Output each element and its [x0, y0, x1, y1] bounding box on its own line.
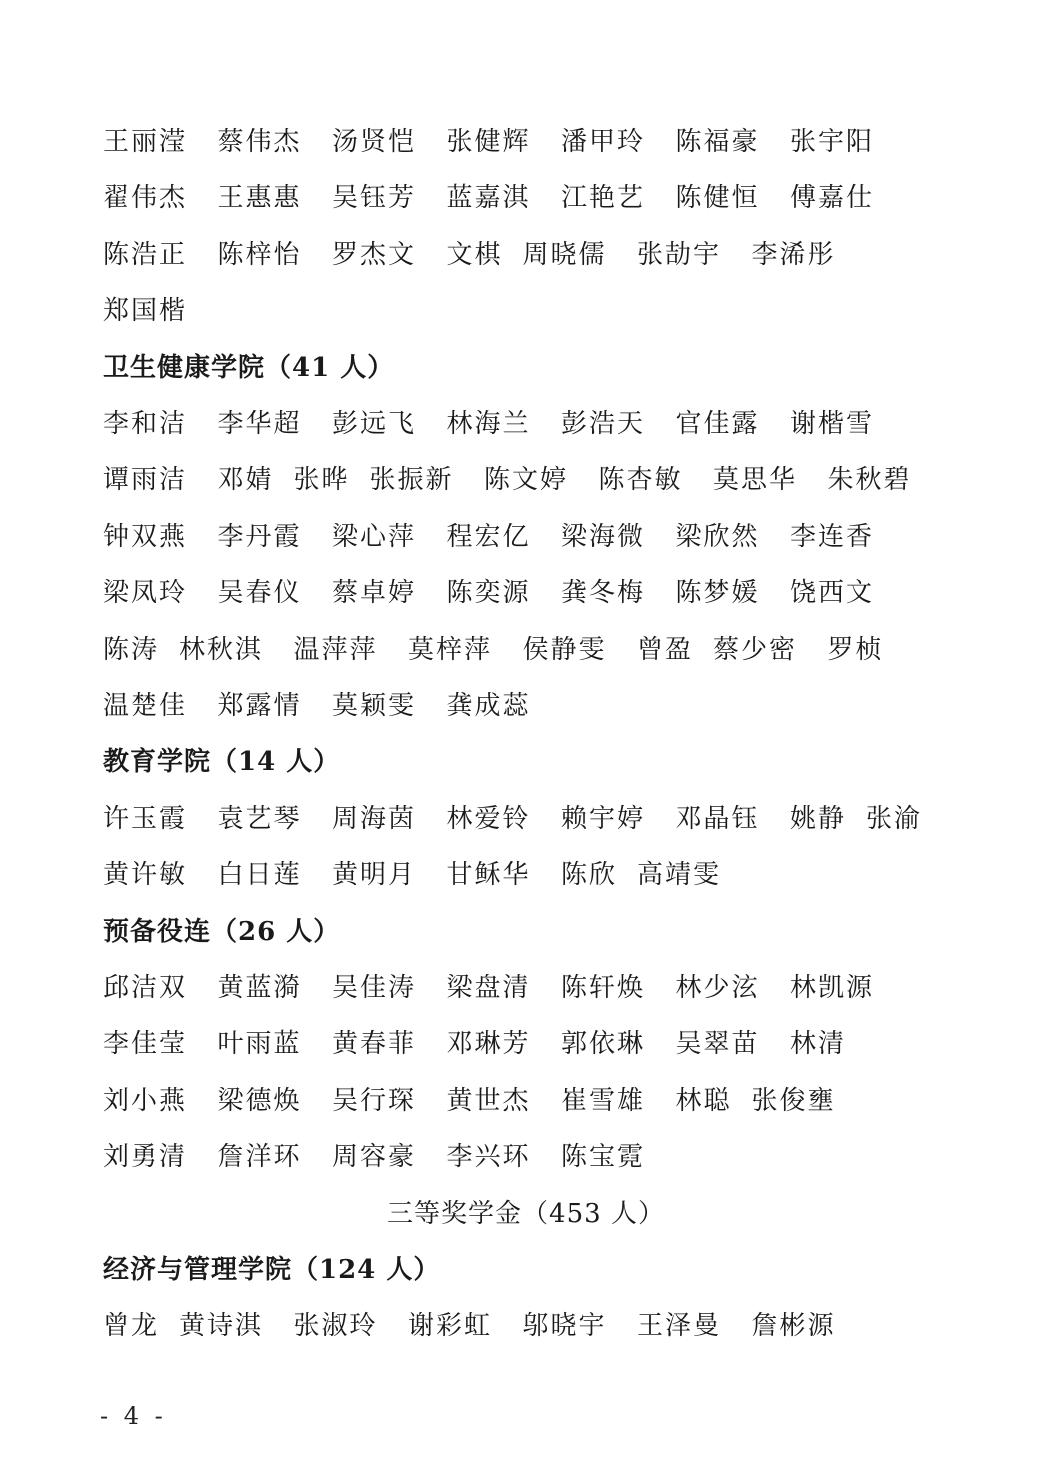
student-name: 周容豪 — [332, 1142, 417, 1172]
college-heading: 卫生健康学院（41 人） — [103, 353, 395, 383]
student-name: 陈涛 — [103, 635, 160, 665]
student-name: 张振新 — [369, 465, 454, 495]
student-name: 林凯源 — [790, 973, 875, 1003]
student-name: 饶西文 — [790, 578, 875, 608]
student-name: 罗桢 — [827, 635, 884, 665]
student-name: 詹彬源 — [751, 1311, 836, 1341]
student-name: 傅嘉仕 — [790, 183, 875, 213]
student-name: 陈欣 — [561, 860, 618, 890]
student-name: 林少泫 — [675, 973, 760, 1003]
name-row — [103, 630, 1003, 670]
student-name: 钟双燕 — [103, 522, 188, 552]
student-name: 黄春菲 — [332, 1029, 417, 1059]
student-name: 曾盈 — [637, 635, 694, 665]
student-name: 陈健恒 — [675, 183, 760, 213]
student-name: 李连香 — [790, 522, 875, 552]
student-name: 汤贤恺 — [332, 127, 417, 157]
student-name: 梁德焕 — [217, 1086, 302, 1116]
college-heading: 教育学院（14 人） — [103, 747, 341, 777]
student-name: 黄许敏 — [103, 860, 188, 890]
student-name: 王惠惠 — [217, 183, 302, 213]
student-name: 甘稣华 — [446, 860, 531, 890]
student-name: 王泽曼 — [637, 1311, 722, 1341]
student-name: 王丽滢 — [103, 127, 188, 157]
student-name: 吴钰芳 — [332, 183, 417, 213]
student-name: 陈杏敏 — [598, 465, 683, 495]
student-name: 蔡少密 — [713, 635, 798, 665]
student-name: 陈轩焕 — [561, 973, 646, 1003]
name-row — [103, 855, 1003, 895]
student-name: 温楚佳 — [103, 691, 188, 721]
student-name: 梁心萍 — [332, 522, 417, 552]
student-name: 侯静雯 — [522, 635, 607, 665]
student-name: 官佳露 — [675, 409, 760, 439]
student-name: 张淑玲 — [293, 1311, 378, 1341]
student-name: 李丹霞 — [217, 522, 302, 552]
student-name: 姚静 — [790, 804, 847, 834]
name-row — [103, 1024, 1003, 1064]
student-name: 谭雨洁 — [103, 465, 188, 495]
student-name: 许玉霞 — [103, 804, 188, 834]
student-name: 罗杰文 — [332, 240, 417, 270]
name-row — [103, 1306, 1003, 1346]
student-name: 李兴环 — [446, 1142, 531, 1172]
student-name: 张晔 — [293, 465, 350, 495]
student-name: 谢楷雪 — [790, 409, 875, 439]
name-row — [103, 686, 1003, 726]
student-name: 彭浩天 — [561, 409, 646, 439]
name-row — [103, 460, 1003, 500]
student-name: 袁艺琴 — [217, 804, 302, 834]
student-name: 朱秋碧 — [827, 465, 912, 495]
name-row — [103, 1081, 1003, 1121]
student-name: 张宇阳 — [790, 127, 875, 157]
student-name: 詹洋环 — [217, 1142, 302, 1172]
student-name: 刘小燕 — [103, 1086, 188, 1116]
name-row — [103, 235, 1003, 275]
student-name: 陈梓怡 — [217, 240, 302, 270]
name-row — [103, 799, 1003, 839]
student-name: 郑国楷 — [103, 296, 188, 326]
student-name: 郭依琳 — [561, 1029, 646, 1059]
student-name: 高靖雯 — [637, 860, 722, 890]
student-name: 崔雪雄 — [561, 1086, 646, 1116]
student-name: 黄蓝漪 — [217, 973, 302, 1003]
student-name: 莫颖雯 — [332, 691, 417, 721]
student-name: 江艳艺 — [561, 183, 646, 213]
student-name: 彭远飞 — [332, 409, 417, 439]
student-name: 张劼宇 — [637, 240, 722, 270]
student-name: 赖宇婷 — [561, 804, 646, 834]
student-name: 蔡伟杰 — [217, 127, 302, 157]
name-row — [103, 573, 1003, 613]
name-row — [103, 291, 1003, 331]
student-name: 温萍萍 — [293, 635, 378, 665]
student-name: 梁凤玲 — [103, 578, 188, 608]
student-name: 周海茵 — [332, 804, 417, 834]
student-name: 龚成蕊 — [446, 691, 531, 721]
student-name: 邓晶钰 — [675, 804, 760, 834]
student-name: 吴春仪 — [217, 578, 302, 608]
student-name: 李华超 — [217, 409, 302, 439]
student-name: 张健辉 — [446, 127, 531, 157]
student-name: 林爱铃 — [446, 804, 531, 834]
student-name: 陈宝霓 — [561, 1142, 646, 1172]
student-name: 梁欣然 — [675, 522, 760, 552]
student-name: 吴行琛 — [332, 1086, 417, 1116]
student-name: 陈梦媛 — [675, 578, 760, 608]
student-name: 潘甲玲 — [561, 127, 646, 157]
student-name: 吴佳涛 — [332, 973, 417, 1003]
name-row — [103, 178, 1003, 218]
student-name: 谢彩虹 — [408, 1311, 493, 1341]
student-name: 莫梓萍 — [408, 635, 493, 665]
student-name: 吴翠苗 — [675, 1029, 760, 1059]
name-row — [103, 968, 1003, 1008]
student-name: 林聪 — [675, 1086, 732, 1116]
student-name: 林海兰 — [446, 409, 531, 439]
student-name: 黄诗淇 — [179, 1311, 264, 1341]
student-name: 林秋淇 — [179, 635, 264, 665]
student-name: 刘勇清 — [103, 1142, 188, 1172]
student-name: 郑露情 — [217, 691, 302, 721]
page-number: - 4 - — [100, 1402, 167, 1430]
name-row — [103, 122, 1003, 162]
student-name: 林清 — [790, 1029, 847, 1059]
name-row — [103, 404, 1003, 444]
student-name: 陈浩正 — [103, 240, 188, 270]
student-name: 邓琳芳 — [446, 1029, 531, 1059]
student-name: 陈福豪 — [675, 127, 760, 157]
student-name: 翟伟杰 — [103, 183, 188, 213]
student-name: 邱洁双 — [103, 973, 188, 1003]
student-name: 周晓儒 — [522, 240, 607, 270]
college-heading: 预备役连（26 人） — [103, 917, 341, 947]
student-name: 叶雨蓝 — [217, 1029, 302, 1059]
student-name: 邬晓宇 — [522, 1311, 607, 1341]
student-name: 梁盘清 — [446, 973, 531, 1003]
student-name: 张渝 — [866, 804, 923, 834]
student-name: 张俊壅 — [751, 1086, 836, 1116]
student-name: 黄世杰 — [446, 1086, 531, 1116]
award-level-heading: 三等奖学金（453 人） — [387, 1199, 665, 1229]
student-name: 程宏亿 — [446, 522, 531, 552]
student-name: 蓝嘉淇 — [446, 183, 531, 213]
student-name: 莫思华 — [713, 465, 798, 495]
student-name: 文棋 — [446, 240, 503, 270]
student-name: 白日莲 — [217, 860, 302, 890]
student-name: 邓婧 — [217, 465, 274, 495]
student-name: 黄明月 — [332, 860, 417, 890]
student-name: 曾龙 — [103, 1311, 160, 1341]
name-row — [103, 1137, 1003, 1177]
student-name: 陈奕源 — [446, 578, 531, 608]
student-name: 龚冬梅 — [561, 578, 646, 608]
student-name: 李浠彤 — [751, 240, 836, 270]
college-heading: 经济与管理学院（124 人） — [103, 1255, 441, 1285]
name-row — [103, 517, 1003, 557]
student-name: 梁海微 — [561, 522, 646, 552]
student-name: 李和洁 — [103, 409, 188, 439]
student-name: 李佳莹 — [103, 1029, 188, 1059]
student-name: 蔡卓婷 — [332, 578, 417, 608]
student-name: 陈文婷 — [484, 465, 569, 495]
